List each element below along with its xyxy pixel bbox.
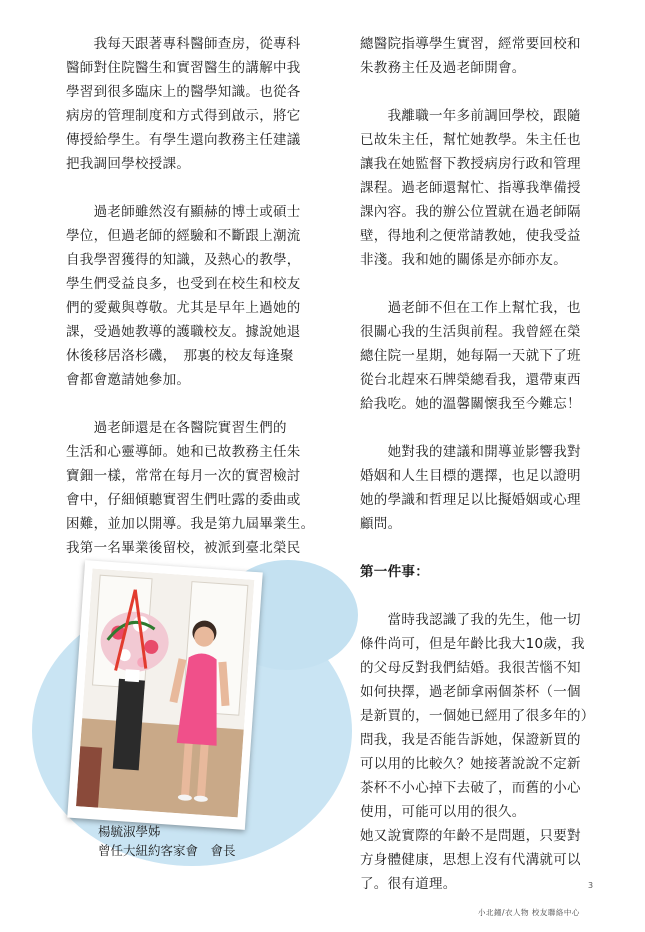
paragraph: 她對我的建議和開導並影響我對 婚姻和人生目標的選擇，也足以證明 她的學識和哲理足以比擬婚姻或心理 顧問。: [360, 444, 581, 532]
paragraph: 我每天跟著專科醫師查房，從專科 醫師對住院醫生和實習醫生的講解中我 學習到很多臨床上的醫學知識。也從各 病房的管理制度和方式得到啟示，將它 傳授給學生。有學生還向教務主任建議 把我調回學校授課。: [66, 36, 301, 172]
page-number: 3: [588, 881, 594, 890]
portrait-photo-frame: [67, 560, 263, 830]
paragraph: 過老師不但在工作上幫忙我，也 很關心我的生活與前程。我曾經在榮 總住院一星期，她每隔一天就下了班 從台北趕來石牌榮總看我，還帶東西 給我吃。她的溫馨關懷我至今難忘！: [360, 300, 581, 412]
paragraph: 過老師還是在各醫院實習生們的 生活和心靈導師。她和已故教務主任朱 寶鈿一樣，常常在每月一次的實習檢討 會中，仔細傾聽實習生們吐露的委曲或 困難，並加以開導。我是第九屆畢業生。 我第一名畢業後留校，被派到臺北榮民: [66, 420, 315, 556]
caption-name: 楊毓淑學姊: [98, 824, 161, 839]
caption-title: 曾任大紐約客家會 會長: [98, 843, 236, 858]
photo-caption: [98, 822, 236, 860]
section-heading: 第一件事：: [360, 564, 429, 580]
paragraph: 過老師雖然沒有顯赫的博士或碩士 學位，但過老師的經驗和不斷跟上潮流 自我學習獲得的知識，及熱心的教學， 學生們受益良多，也受到在校生和校友 們的愛戴與尊敬。尤其是早年上過她的 課，受過她教導的護職校友。據說她退 休後移居洛杉磯， 那裏的校友每逢聚 會都會邀請她參加。: [66, 204, 301, 388]
footer-text: 小北鐘/衣人物 校友聯絡中心: [478, 908, 580, 917]
paragraph: 我離職一年多前調回學校，跟隨 已故朱主任，幫忙她教學。朱主任也 讓我在她監督下教授病房行政和管理 課程。過老師還幫忙、指導我準備授 課內容。我的辦公位置就在過老師隔 壁，得地利之便常請教她，使我受益 非淺。我和她的關係是亦師亦友。: [360, 108, 581, 268]
right-column: [360, 32, 622, 920]
paragraph: 總醫院指導學生實習，經常要回校和 朱教務主任及過老師開會。: [360, 36, 581, 76]
portrait-photo: [76, 569, 254, 818]
left-column: [66, 32, 328, 584]
paragraph: 當時我認識了我的先生，他一切 條件尚可，但是年齡比我大10歲，我 的父母反對我們結婚。我很苦惱不知 如何抉擇，過老師拿兩個茶杯（一個 是新買的，一個她已經用了很多年的） 問我，我是否能告訴她，保證新買的 可以用的比較久？她接著說說不定新 茶杯不小心掉下去破了，而舊的小心 使用，可能可以用的很久。 她又說實際的年齡不是問題，只要對 方身體健康，思想上沒有代溝就可以 了。很有道理。: [360, 612, 595, 892]
